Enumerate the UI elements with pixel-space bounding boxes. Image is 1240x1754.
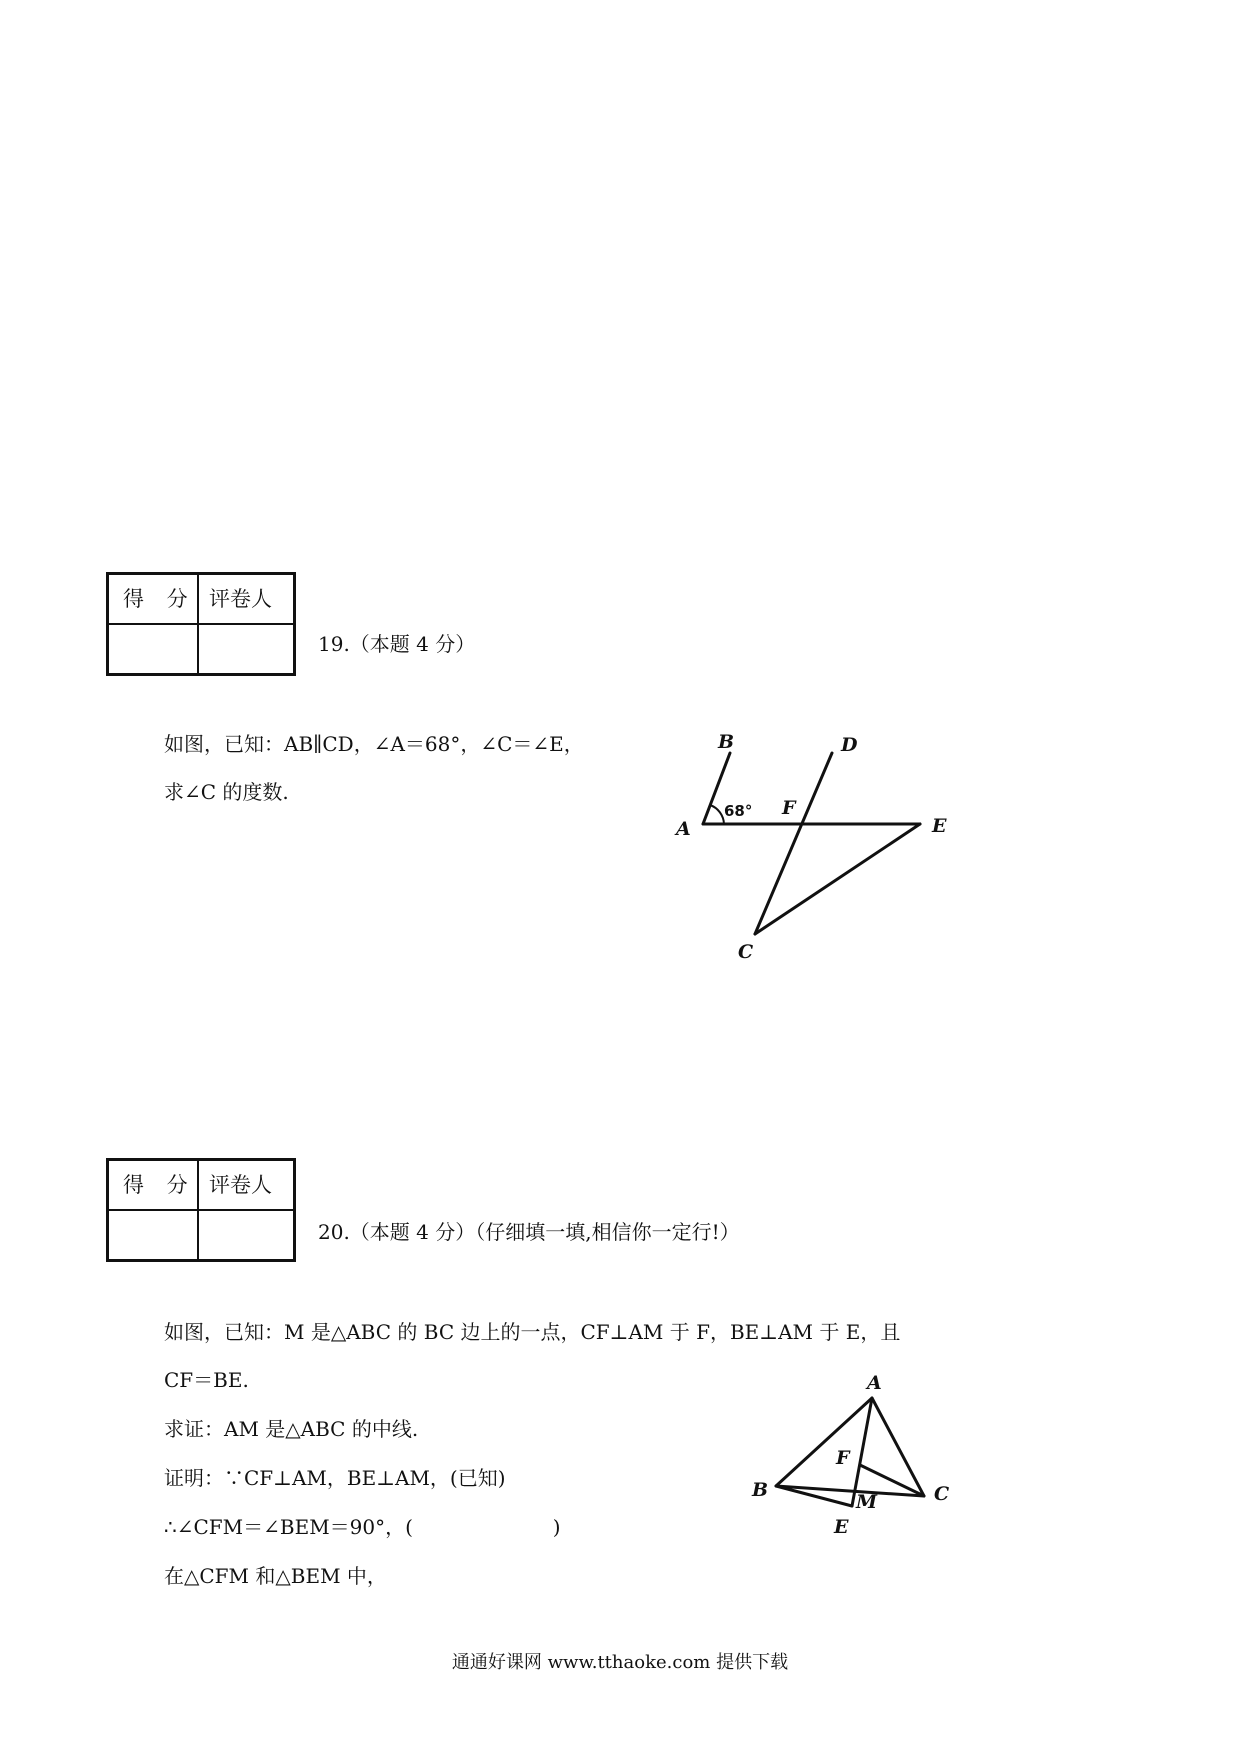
label-B: B	[718, 731, 735, 753]
question-20-text-line: 如图，已知：M 是△ABC 的 BC 边上的一点，CF⊥AM 于 F，BE⊥AM 于 E，且	[164, 1320, 901, 1344]
question-20-text-line: ∴∠CFM＝∠BEM＝90°，( )	[164, 1515, 561, 1539]
score-table-q19	[106, 572, 296, 676]
question-19-heading: 19.（本题 4 分）	[318, 632, 476, 656]
question-19-figure	[660, 720, 960, 970]
question-20-figure	[740, 1370, 960, 1550]
grader-header: 评卷人	[209, 1173, 272, 1197]
question-20-text-line: 证明：∵CF⊥AM，BE⊥AM，(已知)	[164, 1466, 506, 1490]
label-D: D	[841, 734, 858, 756]
question-19-text-line: 如图，已知：AB∥CD，∠A＝68°，∠C＝∠E，	[164, 732, 584, 756]
table-divider	[109, 1209, 293, 1211]
label-A: A	[867, 1372, 882, 1394]
score-header: 得 分	[123, 587, 196, 611]
label-C: C	[738, 941, 754, 963]
label-A: A	[676, 818, 691, 840]
page-footer: 通通好课网 www.tthaoke.com 提供下载	[451, 1652, 789, 1673]
label-B: B	[752, 1479, 769, 1501]
label-C: C	[934, 1483, 950, 1505]
label-E: E	[932, 815, 947, 837]
label-F: F	[782, 797, 796, 819]
question-20-text-line: 求证：AM 是△ABC 的中线.	[164, 1417, 419, 1441]
score-header: 得 分	[123, 1173, 196, 1197]
question-19-text-line: 求∠C 的度数.	[164, 780, 289, 804]
label-M: M	[856, 1491, 878, 1513]
label-E: E	[834, 1516, 849, 1538]
question-20-text-line: CF＝BE.	[164, 1368, 249, 1392]
table-divider	[109, 623, 293, 625]
label-F: F	[836, 1447, 850, 1469]
angle-label: 68°	[724, 802, 753, 820]
question-20-text-line: 在△CFM 和△BEM 中，	[164, 1564, 387, 1588]
question-20-heading: 20.（本题 4 分）（仔细填一填,相信你一定行!）	[318, 1220, 740, 1244]
grader-header: 评卷人	[209, 587, 272, 611]
score-table-q20	[106, 1158, 296, 1262]
